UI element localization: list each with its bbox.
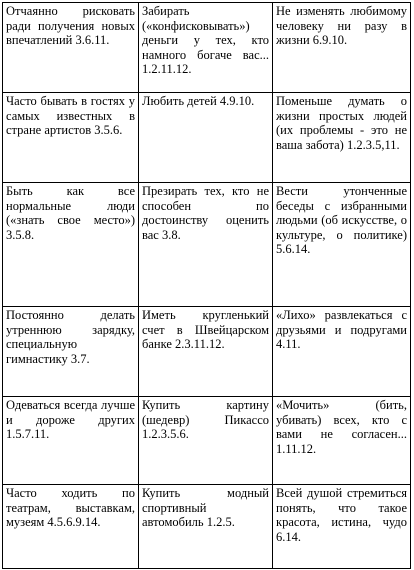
table-cell: Не изменять любимому человеку ни разу в жизни 6.9.10. [273, 3, 411, 93]
values-table [2, 2, 411, 569]
table-cell: Поменьше думать о жизни простых людей (их проблемы - это не ваша забота) 1.2.3.5,11. [273, 93, 411, 183]
table-cell: Забирать («конфисковывать») деньги у тех, кто намного богаче вас... 1.2.11.12. [139, 3, 273, 93]
table-cell: Всей душой стремиться понять, что такое красота, истина, чудо 6.14. [273, 485, 411, 569]
table-cell: Быть как все нормальные люди («знать свое место») 3.5.8. [3, 183, 139, 307]
table-cell: «Лихо» развлекаться с друзьями и подругами 4.11. [273, 307, 411, 397]
table-row [3, 307, 411, 397]
table-cell: Постоянно делать утреннюю зарядку, специальную гимнастику 3.7. [3, 307, 139, 397]
table-cell: Отчаянно рисковать ради получения новых впечатлений 3.6.11. [3, 3, 139, 93]
table-cell: «Мочить» (бить, убивать) всех, кто с вами не согласен... 1.11.12. [273, 397, 411, 485]
table-row [3, 183, 411, 307]
table-cell: Любить детей 4.9.10. [139, 93, 273, 183]
table-cell: Часто бывать в гостях у самых известных в стране артистов 3.5.6. [3, 93, 139, 183]
table-cell: Вести утонченные беседы с избранными людьми (об искусстве, о культуре, о политике) 5.6.14. [273, 183, 411, 307]
table-row [3, 485, 411, 569]
table-row [3, 3, 411, 93]
table-row [3, 93, 411, 183]
table-row [3, 397, 411, 485]
table-cell: Купить картину (шедевр) Пикассо 1.2.3.5.6. [139, 397, 273, 485]
table-cell: Одеваться всегда лучше и дороже других 1.5.7.11. [3, 397, 139, 485]
table-cell: Часто ходить по театрам, выставкам, музеям 4.5.6.9.14. [3, 485, 139, 569]
table-cell: Купить модный спортивный автомобиль 1.2.5. [139, 485, 273, 569]
table-cell: Иметь кругленький счет в Швейцарском банке 2.3.11.12. [139, 307, 273, 397]
table-cell: Презирать тех, кто не способен по достоинству оценить вас 3.8. [139, 183, 273, 307]
